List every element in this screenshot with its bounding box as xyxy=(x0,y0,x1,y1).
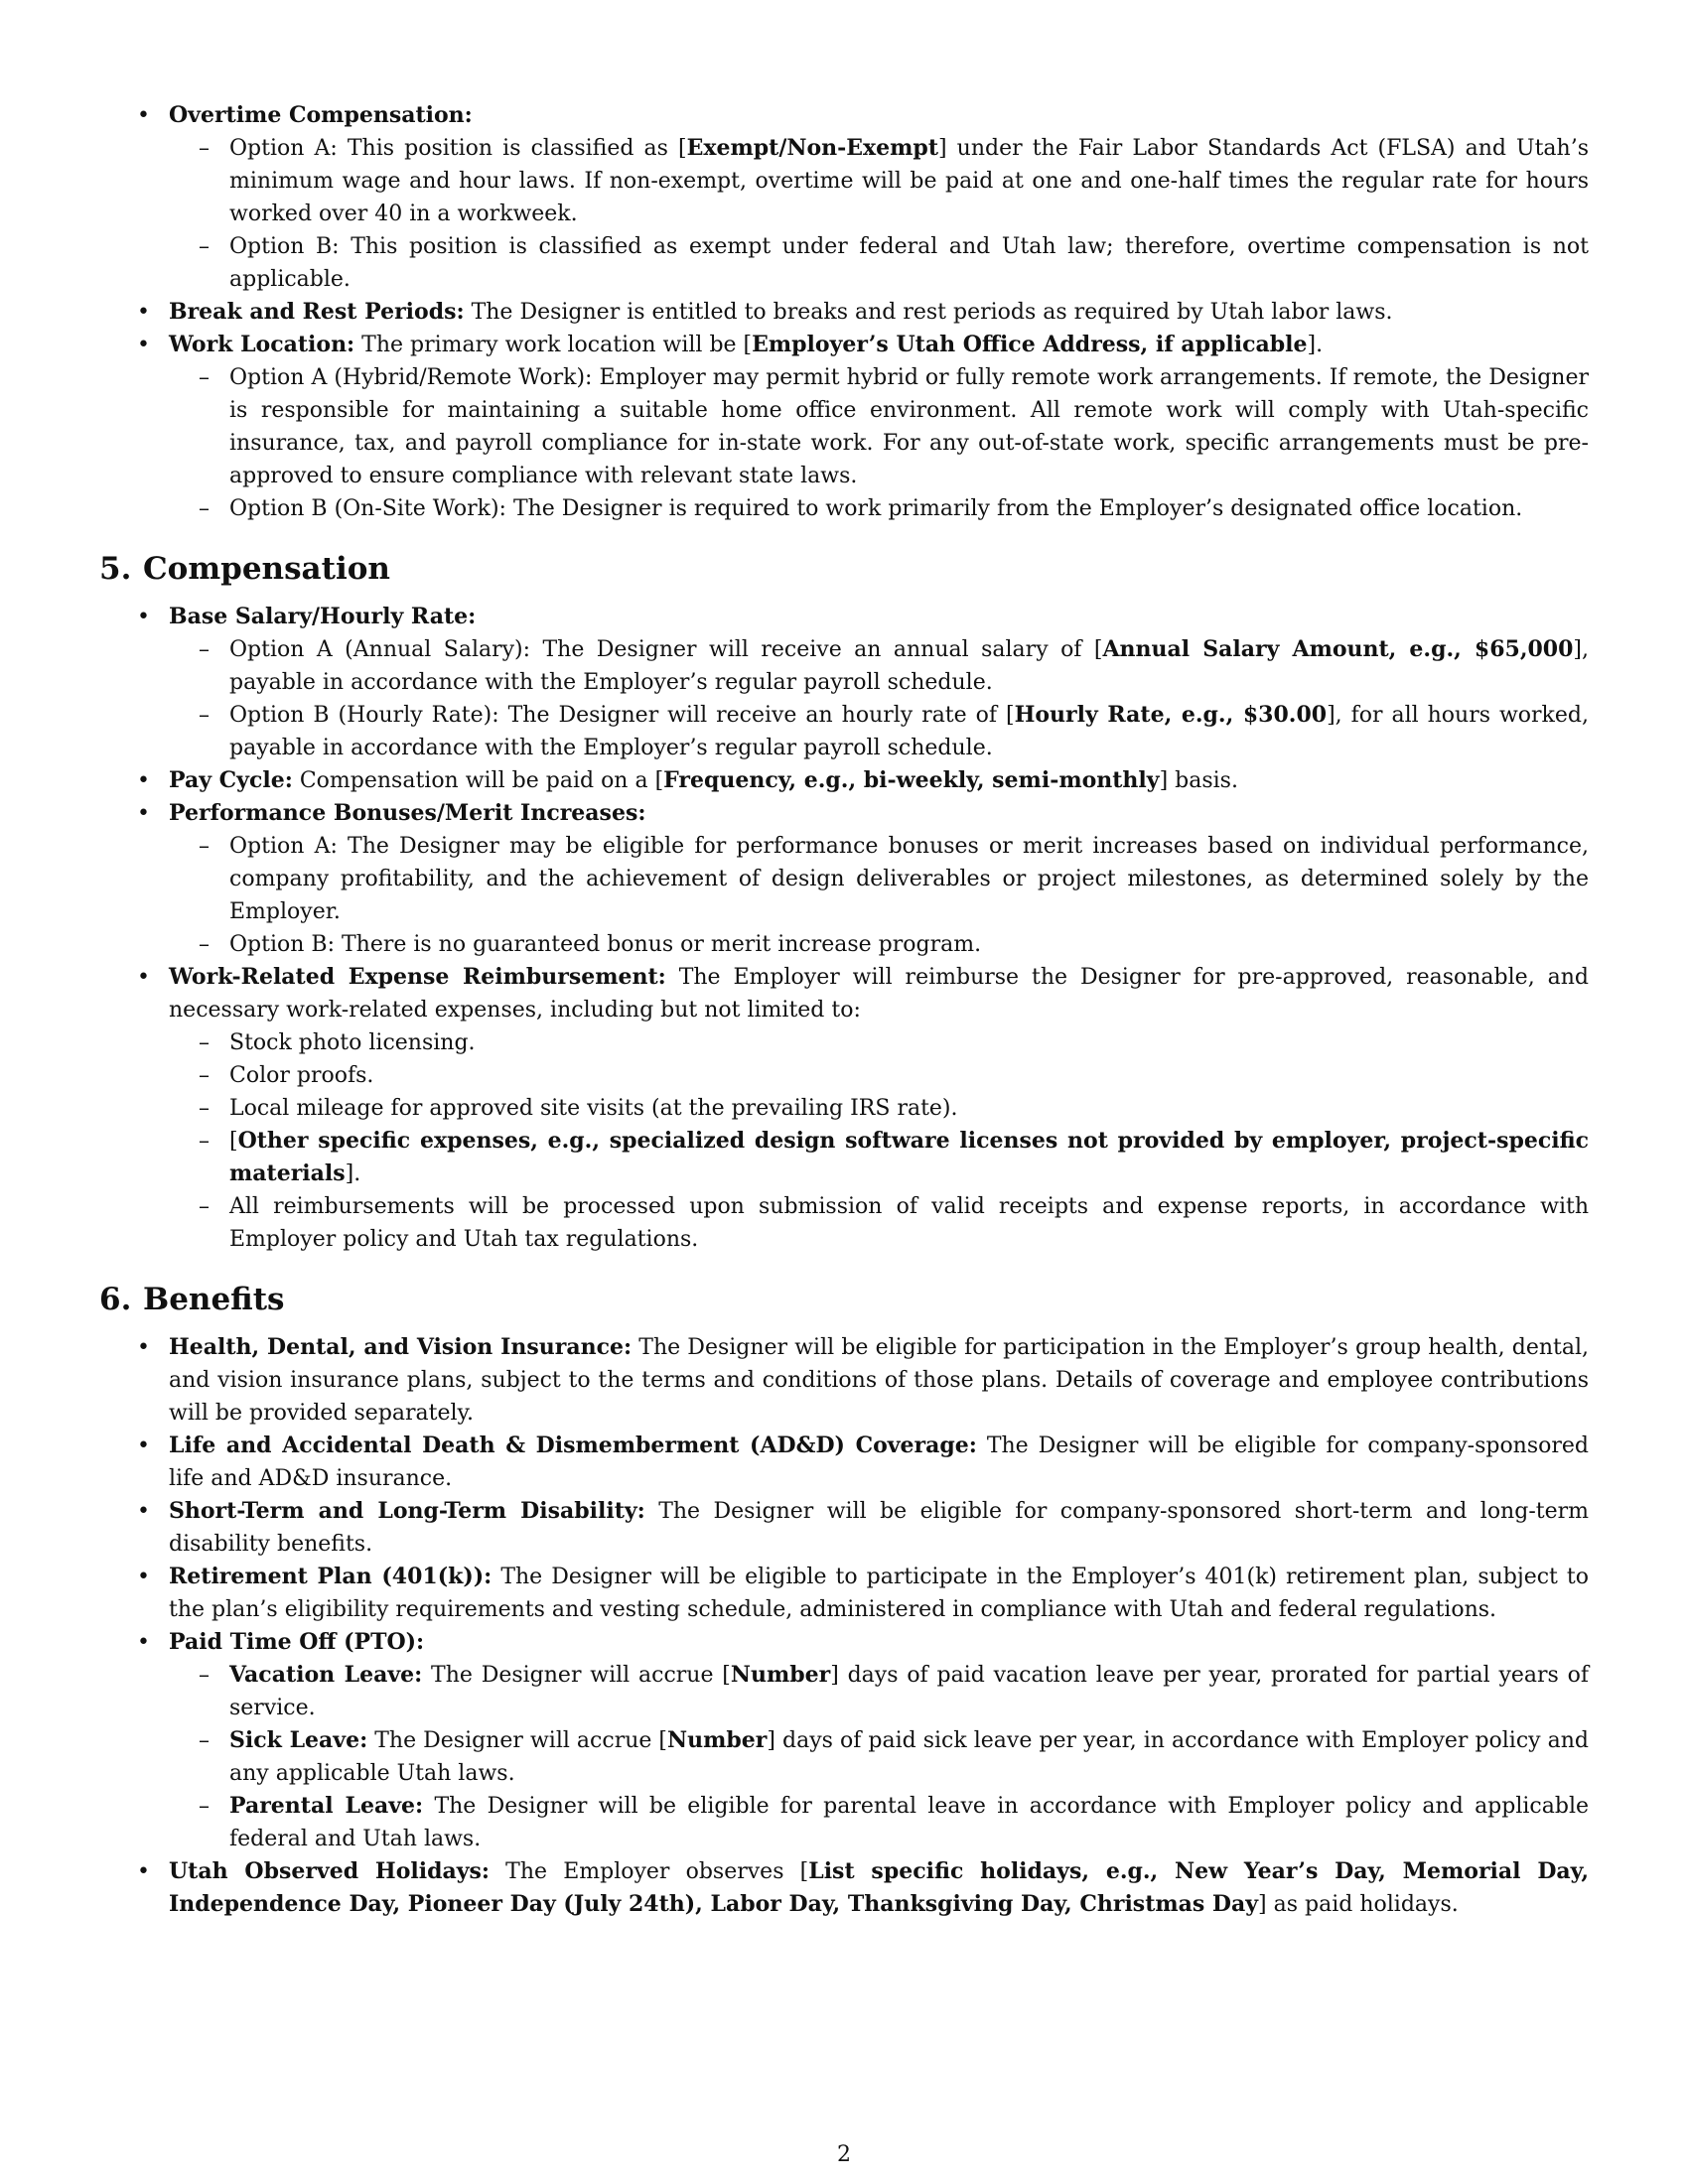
breaks-text: The Designer is entitled to breaks and rest periods as required by Utah labor laws. xyxy=(464,300,1393,325)
disability-label: Short-Term and Long-Term Disability: xyxy=(169,1498,645,1524)
placeholder-field: Hourly Rate, e.g., $30.00 xyxy=(1014,702,1328,728)
retirement-item xyxy=(99,1561,1589,1626)
base-salary-label: Base Salary/Hourly Rate: xyxy=(169,604,477,629)
base-salary-option-a xyxy=(169,633,1589,699)
work-location-option-b: – Option B (On-Site Work): The Designer is required to work primarily from the Employer’s designated office location. xyxy=(169,492,1589,525)
section-title: Compensation xyxy=(143,551,390,587)
work-location-options xyxy=(169,361,1589,525)
text-span: Option A (Annual Salary): The Designer will receive an annual salary of [ xyxy=(229,637,1103,662)
vacation-label: Vacation Leave: xyxy=(229,1662,423,1688)
section-5-heading xyxy=(99,549,1589,589)
life-text: The Designer will be eligible for company-sponsored life and AD&D insurance. xyxy=(169,1433,1590,1491)
section-5-list xyxy=(99,601,1589,1256)
placeholder-field: Annual Salary Amount, e.g., $65,000 xyxy=(1102,636,1574,662)
section-6-heading xyxy=(99,1280,1589,1319)
bonus-options xyxy=(169,830,1589,961)
text-span: Option B (Hourly Rate): The Designer will receive an hourly rate of [ xyxy=(229,703,1015,728)
pay-cycle-item xyxy=(99,764,1589,797)
text-span: ]. xyxy=(1307,333,1324,357)
bonus-option-b: – Option B: There is no guaranteed bonus or merit increase program. xyxy=(169,928,1589,961)
page-number: 2 xyxy=(837,2142,851,2167)
vacation-leave xyxy=(169,1659,1589,1724)
text-span: Compensation will be paid on a [ xyxy=(292,768,664,793)
sick-leave xyxy=(169,1724,1589,1790)
bonus-item xyxy=(99,797,1589,961)
health-item xyxy=(99,1331,1589,1430)
text-span: ]. xyxy=(345,1161,361,1186)
health-text: The Designer will be eligible for participation in the Employer’s group health, dental, and vision insurance plans, subject to the terms and conditions of those plans. Details of coverage and employee contributions will be provided separately. xyxy=(169,1335,1589,1426)
base-salary-item xyxy=(99,601,1589,764)
health-label: Health, Dental, and Vision Insurance: xyxy=(169,1334,633,1360)
pto-item xyxy=(99,1626,1589,1855)
life-item xyxy=(99,1430,1589,1495)
text-span: [ xyxy=(229,1129,238,1154)
placeholder-field: Employer’s Utah Office Address, if applicable xyxy=(752,332,1308,357)
work-location-label: Work Location: xyxy=(169,332,355,357)
text-span: ] basis. xyxy=(1159,768,1238,793)
expense-label: Work-Related Expense Reimbursement: xyxy=(169,964,666,990)
section-number: 5. xyxy=(99,551,132,587)
section-number: 6. xyxy=(99,1282,132,1317)
sick-label: Sick Leave: xyxy=(229,1727,368,1753)
text-span: The Designer will accrue [ xyxy=(367,1728,668,1753)
retirement-text: The Designer will be eligible to participate in the Employer’s 401(k) retirement plan, subject to the plan’s eligibility requirements and vesting schedule, administered in compliance with Utah and federal regulations. xyxy=(169,1565,1589,1622)
disability-item xyxy=(99,1495,1589,1561)
overtime-item xyxy=(99,99,1589,296)
document-page xyxy=(99,99,1589,1921)
placeholder-field: Other specific expenses, e.g., specialized design software licenses not provided by employer, project-specific materials xyxy=(229,1128,1589,1186)
retirement-label: Retirement Plan (401(k)): xyxy=(169,1564,492,1589)
placeholder-field: Frequency, e.g., bi-weekly, semi-monthly xyxy=(663,767,1160,793)
section-4-list xyxy=(99,99,1589,525)
expense-entry: – Stock photo licensing. xyxy=(169,1026,1589,1059)
overtime-option-b: – Option B: This position is classified as exempt under federal and Utah law; therefore, overtime compensation is not applicable. xyxy=(169,230,1589,296)
expense-entry-final: – All reimbursements will be processed upon submission of valid receipts and expense reports, in accordance with Employer policy and Utah tax regulations. xyxy=(169,1190,1589,1256)
work-location-option-a: – Option A (Hybrid/Remote Work): Employer may permit hybrid or fully remote work arrangements. If remote, the Designer is responsible for maintaining a suitable home office environment. All remote work will comply with Utah-specific insurance, tax, and payroll compliance for in-state work. For any out-of-state work, specific arrangements must be pre-approved to ensure compliance with relevant state laws. xyxy=(169,361,1589,492)
life-label: Life and Accidental Death & Dismemberment (AD&D) Coverage: xyxy=(169,1433,977,1458)
placeholder-field: Exempt/Non-Exempt xyxy=(686,135,938,161)
expense-entry: – Color proofs. xyxy=(169,1059,1589,1092)
work-location-item xyxy=(99,329,1589,525)
section-6-list xyxy=(99,1331,1589,1921)
breaks-item xyxy=(99,296,1589,329)
base-salary-option-b xyxy=(169,699,1589,764)
parental-label: Parental Leave: xyxy=(229,1793,424,1819)
pay-cycle-label: Pay Cycle: xyxy=(169,767,293,793)
disability-text: The Designer will be eligible for company-sponsored short-term and long-term disability benefits. xyxy=(169,1499,1589,1557)
text-span: ], for all hours worked, payable in accordance with the Employer’s regular payroll schedule. xyxy=(229,703,1589,760)
text-span: ], payable in accordance with the Employer’s regular payroll schedule. xyxy=(229,637,1589,695)
text-span: ] as paid holidays. xyxy=(1258,1892,1459,1917)
expense-entry: – Local mileage for approved site visits (at the prevailing IRS rate). xyxy=(169,1092,1589,1125)
parental-text: The Designer will be eligible for parental leave in accordance with Employer policy and applicable federal and Utah laws. xyxy=(229,1794,1589,1851)
holidays-label: Utah Observed Holidays: xyxy=(169,1858,491,1884)
pto-label: Paid Time Off (PTO): xyxy=(169,1629,425,1655)
section-title: Benefits xyxy=(143,1282,285,1317)
placeholder-field: List specific holidays, e.g., New Year’s Day, Memorial Day, Independence Day, Pioneer Day (July 24th), Labor Day, Thanksgiving Day, Christmas Day xyxy=(169,1858,1590,1917)
text-span: The Employer observes [ xyxy=(490,1859,809,1884)
placeholder-field: Number xyxy=(730,1662,831,1688)
holidays-item xyxy=(99,1855,1589,1921)
base-salary-options xyxy=(169,633,1589,764)
expense-entry-other xyxy=(169,1125,1589,1190)
text-span: Option A: This position is classified as [ xyxy=(229,136,687,161)
text-span: ] days of paid sick leave per year, in accordance with Employer policy and any applicable Utah laws. xyxy=(229,1728,1589,1786)
text-span: The primary work location will be [ xyxy=(354,333,753,357)
parental-leave xyxy=(169,1790,1589,1855)
text-span: ] days of paid vacation leave per year, prorated for partial years of service. xyxy=(229,1663,1589,1720)
pto-list xyxy=(169,1659,1589,1855)
text-span: The Designer will accrue [ xyxy=(422,1663,731,1688)
placeholder-field: Number xyxy=(667,1727,768,1753)
bonus-label: Performance Bonuses/Merit Increases: xyxy=(169,800,646,826)
expense-text: The Employer will reimburse the Designer for pre-approved, reasonable, and necessary work-related expenses, including but not limited to: xyxy=(169,965,1589,1023)
expense-list xyxy=(169,1026,1589,1256)
overtime-option-a xyxy=(169,132,1589,230)
expense-item xyxy=(99,961,1589,1256)
bonus-option-a: – Option A: The Designer may be eligible for performance bonuses or merit increases based on individual performance, company profitability, and the achievement of design deliverables or project milestones, as determined solely by the Employer. xyxy=(169,830,1589,928)
overtime-label: Overtime Compensation: xyxy=(169,102,473,128)
overtime-options xyxy=(169,132,1589,296)
breaks-label: Break and Rest Periods: xyxy=(169,299,465,325)
text-span: ] under the Fair Labor Standards Act (FLSA) and Utah’s minimum wage and hour laws. If non-exempt, overtime will be paid at one and one-half times the regular rate for hours worked over 40 in a workweek. xyxy=(229,136,1589,226)
